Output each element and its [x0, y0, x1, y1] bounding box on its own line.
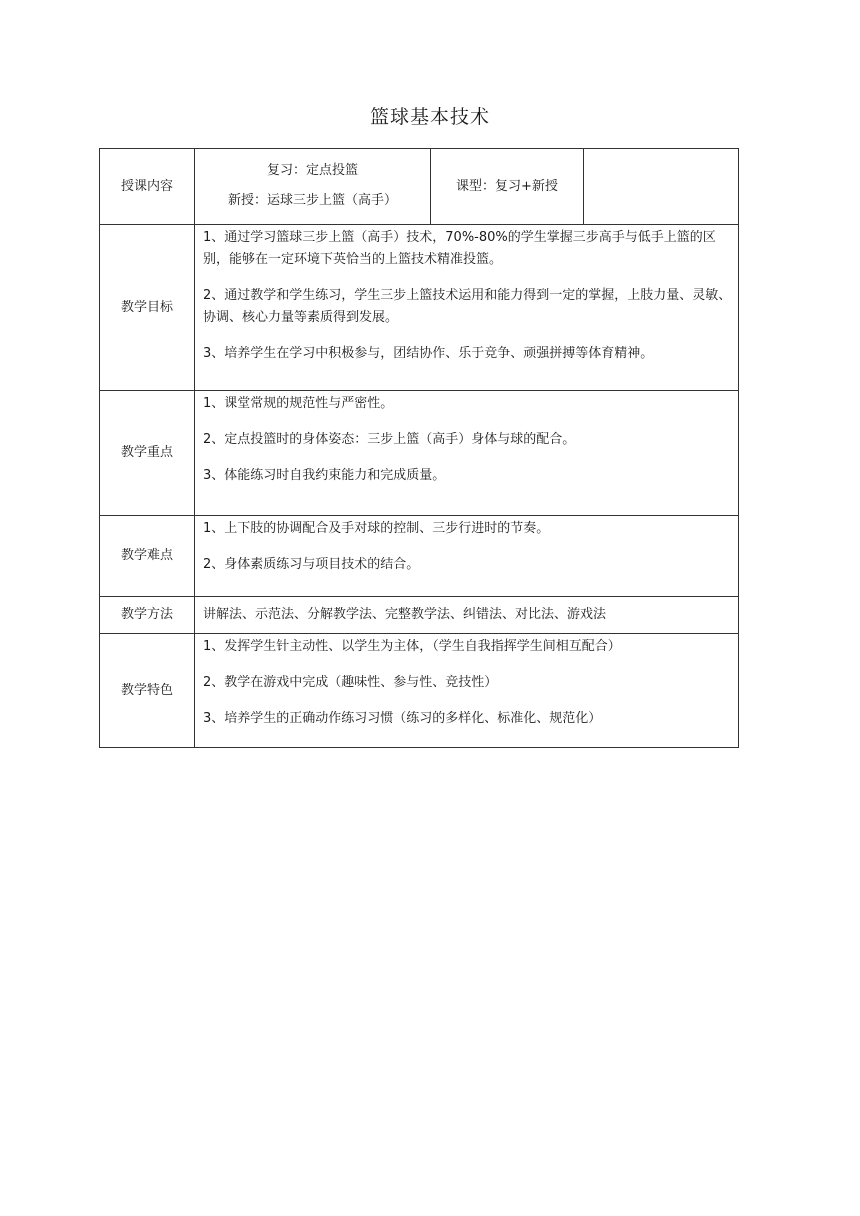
- difficulty-item: 2、身体素质练习与项目技术的结合。: [203, 557, 420, 572]
- teaching-content-cell: [195, 149, 431, 225]
- difficulty-item: 1、上下肢的协调配合及手对球的控制、三步行进时的节奏。: [203, 521, 550, 536]
- document-title: 篮球基本技术: [369, 106, 490, 128]
- key-point-item: 1、课堂常规的规范性与严密性。: [203, 396, 394, 411]
- lesson-type-cell: 课型：复习+新授: [431, 149, 584, 225]
- methods-label: 教学方法: [100, 597, 195, 634]
- objectives-label: 教学目标: [100, 225, 195, 391]
- methods-row: [100, 597, 739, 634]
- teaching-content-row: [100, 149, 739, 225]
- difficulties-row: [100, 516, 739, 597]
- key-points-label: 教学重点: [100, 391, 195, 516]
- objectives-content: [195, 225, 739, 391]
- objective-item: 3、培养学生在学习中积极参与，团结协作、乐于竞争、顽强拼搏等体育精神。: [203, 346, 654, 361]
- feature-item: 2、教学在游戏中完成（趣味性、参与性、竞技性）: [203, 675, 498, 690]
- features-row: [100, 634, 739, 748]
- key-points-content: [195, 391, 739, 516]
- lesson-plan-table: [99, 148, 739, 748]
- new-content: 新授：运球三步上篮（高手）: [227, 192, 397, 208]
- objective-item: 2、通过教学和学生练习，学生三步上篮技术运用和能力得到一定的掌握，上肢力量、灵敏、协调、核心力量等素质得到发展。: [203, 288, 732, 325]
- feature-item: 1、发挥学生针主动性、以学生为主体，（学生自我指挥学生间相互配合）: [203, 639, 621, 654]
- teaching-content-label: 授课内容: [100, 149, 195, 225]
- difficulties-label: 教学难点: [100, 516, 195, 597]
- key-point-item: 3、体能练习时自我约束能力和完成质量。: [203, 468, 446, 483]
- features-content: [195, 634, 739, 748]
- key-point-item: 2、定点投篮时的身体姿态：三步上篮（高手）身体与球的配合。: [203, 432, 576, 447]
- feature-item: 3、培养学生的正确动作练习习惯（练习的多样化、标准化、规范化）: [203, 711, 602, 726]
- empty-cell: [584, 149, 739, 225]
- review-content: 复习：定点投篮: [266, 162, 358, 178]
- objectives-row: [100, 225, 739, 391]
- difficulties-content: [195, 516, 739, 597]
- features-label: 教学特色: [100, 634, 195, 748]
- objective-item: 1、通过学习篮球三步上篮（高手）技术，70%-80%的学生掌握三步高手与低手上篮的区别，能够在一定环境下英恰当的上篮技术精准投篮。: [203, 230, 716, 267]
- methods-content: 讲解法、示范法、分解教学法、完整教学法、纠错法、对比法、游戏法: [195, 597, 739, 634]
- key-points-row: [100, 391, 739, 516]
